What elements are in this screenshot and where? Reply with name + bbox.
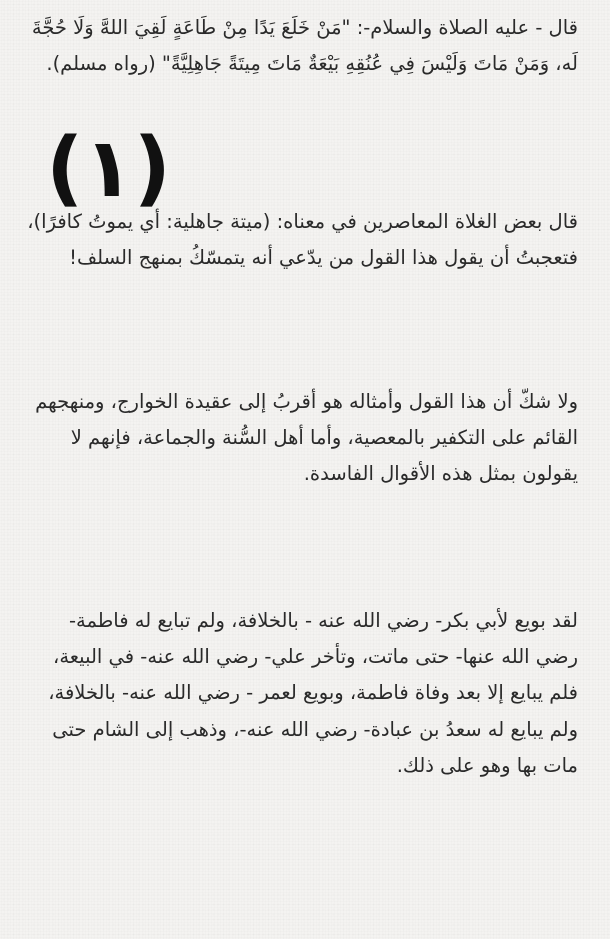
paragraph-refutation: ولا شكّ أن هذا القول وأمثاله هو أقربُ إلى عقيدة الخوارج، ومنهجهم القائم على التكفير بالمعصية، وأما أهل السُّنة والجماعة، فإنهم لا يقولون بمثل هذه الأقوال الفاسدة. — [35, 390, 578, 486]
paragraph-hadith: قال - عليه الصلاة والسلام-: "مَنْ خَلَعَ يَدًا مِنْ طَاعَةٍ لَقِيَ اللهَّ وَلَا حُجَّةَ لَه، وَمَنْ مَاتَ وَلَيْسَ فِي عُنُقِهِ بَيْعَةٌ مَاتَ مِيتَةً جَاهِلِيَّةً" (رواه مسلم). — [31, 16, 578, 76]
paragraph-extremist-claim: قال بعض الغلاة المعاصرين في معناه: (ميتة جاهلية: أي يموتُ كافرًا)، فتعجبتُ أن يقول هذا القول من يدّعي أنه يتمسّكُ بمنهج السلف! — [27, 210, 578, 270]
paragraph-historical-example: لقد بويع لأبي بكر- رضي الله عنه - بالخلافة، ولم تبايع له فاطمة- رضي الله عنها- حتى ماتت، وتأخر علي- رضي الله عنه- في البيعة، فلم يبايع إلا بعد وفاة فاطمة، وبويع لعمر - رضي الله عنه- بالخلافة، ولم يبايع له سعدُ بن عبادة- رضي الله عنه-، وذهب إلى الشام حتى مات بها وهو على ذلك. — [48, 609, 578, 777]
section-number: (١) — [46, 121, 172, 216]
